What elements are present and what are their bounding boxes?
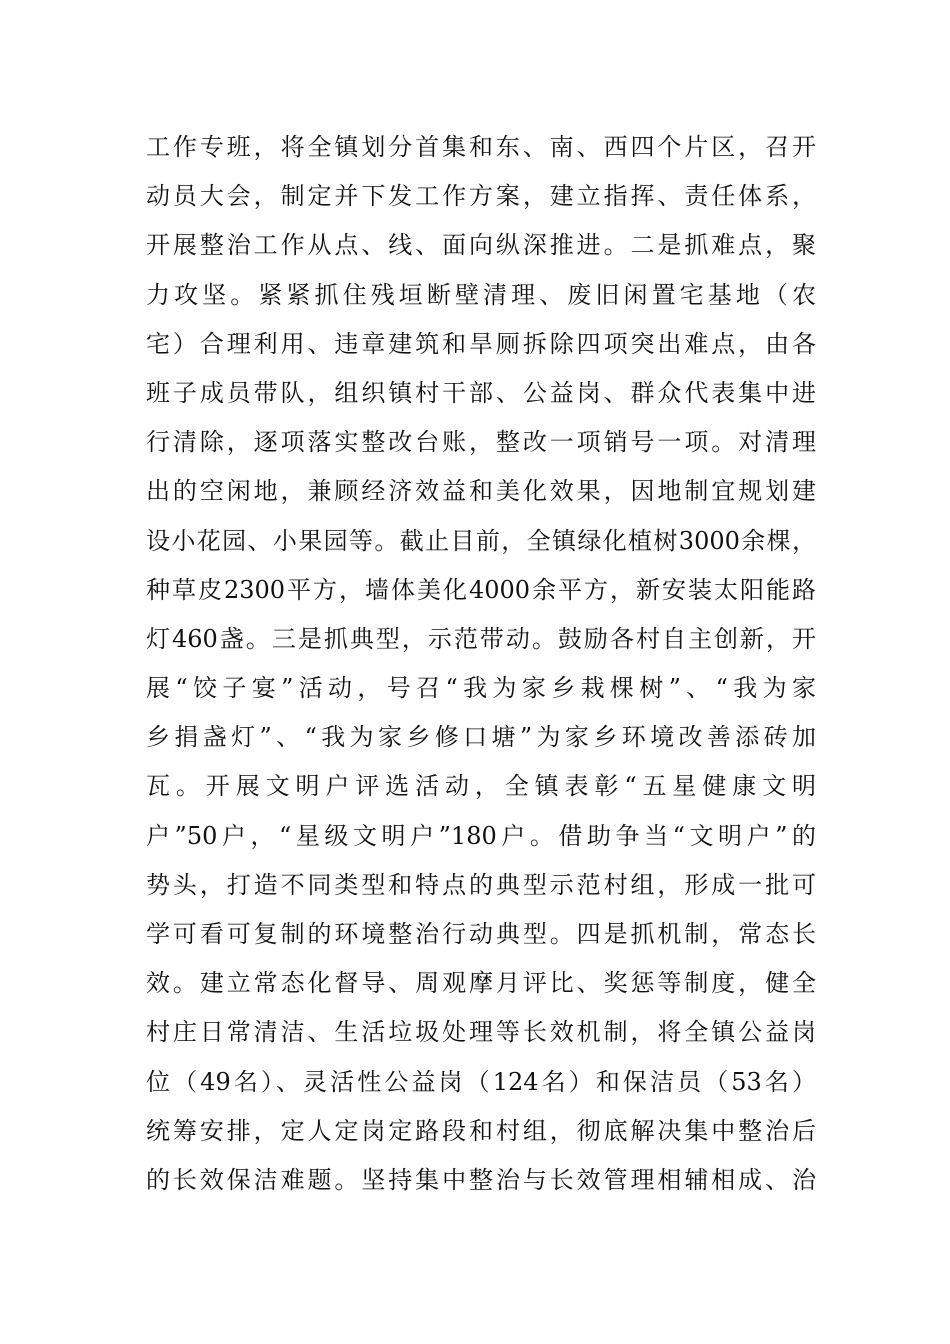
text-line-18: 效。建立常态化督导、周观摩月评比、奖惩等制度，健全 [146, 969, 816, 998]
text-line-20: 位（49名）、灵活性公益岗（124名）和保洁员（53名） [146, 1067, 816, 1096]
text-line-6: 班子成员带队，组织镇村干部、公益岗、群众代表集中进 [146, 378, 816, 407]
text-line-5: 宅）合理利用、违章建筑和旱厕拆除四项突出难点，由各 [146, 329, 816, 358]
text-line-11: 灯460盏。三是抓典型，示范带动。鼓励各村自主创新，开 [146, 624, 816, 653]
text-line-9: 设小花园、小果园等。截止目前，全镇绿化植树3000余棵， [146, 526, 816, 555]
text-line-14: 瓦。开展文明户评选活动，全镇表彰“五星健康文明 [146, 772, 816, 801]
text-line-10: 种草皮2300平方，墙体美化4000余平方，新安装太阳能路 [146, 575, 816, 604]
text-line-1: 工作专班，将全镇划分首集和东、南、西四个片区，召开 [146, 133, 816, 161]
text-line-17: 学可看可复制的环境整治行动典型。四是抓机制，常态长 [146, 920, 816, 948]
text-line-7: 行清除，逐项落实整改台账，整改一项销号一项。对清理 [146, 428, 816, 457]
text-line-2: 动员大会，制定并下发工作方案，建立指挥、责任体系， [146, 182, 816, 211]
text-line-13: 乡捐盏灯”、“我为家乡修口塘”为家乡环境改善添砖加 [146, 723, 816, 752]
text-line-3: 开展整治工作从点、线、面向纵深推进。二是抓难点，聚 [146, 231, 816, 260]
text-line-22: 的长效保洁难题。坚持集中整治与长效管理相辅相成、治 [146, 1165, 816, 1194]
text-line-8: 出的空闲地，兼顾经济效益和美化效果，因地制宜规划建 [146, 477, 816, 506]
text-line-12: 展“饺子宴”活动，号召“我为家乡栽棵树”、“我为家 [146, 674, 816, 703]
text-line-4: 力攻坚。紧紧抓住残垣断壁清理、废旧闲置宅基地（农 [146, 280, 816, 309]
text-line-15: 户”50户，“星级文明户”180户。借助争当“文明户”的 [146, 821, 816, 850]
text-line-21: 统筹安排，定人定岗定路段和村组，彻底解决集中整治后 [146, 1116, 816, 1145]
body-text [146, 123, 816, 1205]
text-line-19: 村庄日常清洁、生活垃圾处理等长效机制，将全镇公益岗 [146, 1018, 816, 1047]
text-line-16: 势头，打造不同类型和特点的典型示范村组，形成一批可 [146, 870, 816, 899]
